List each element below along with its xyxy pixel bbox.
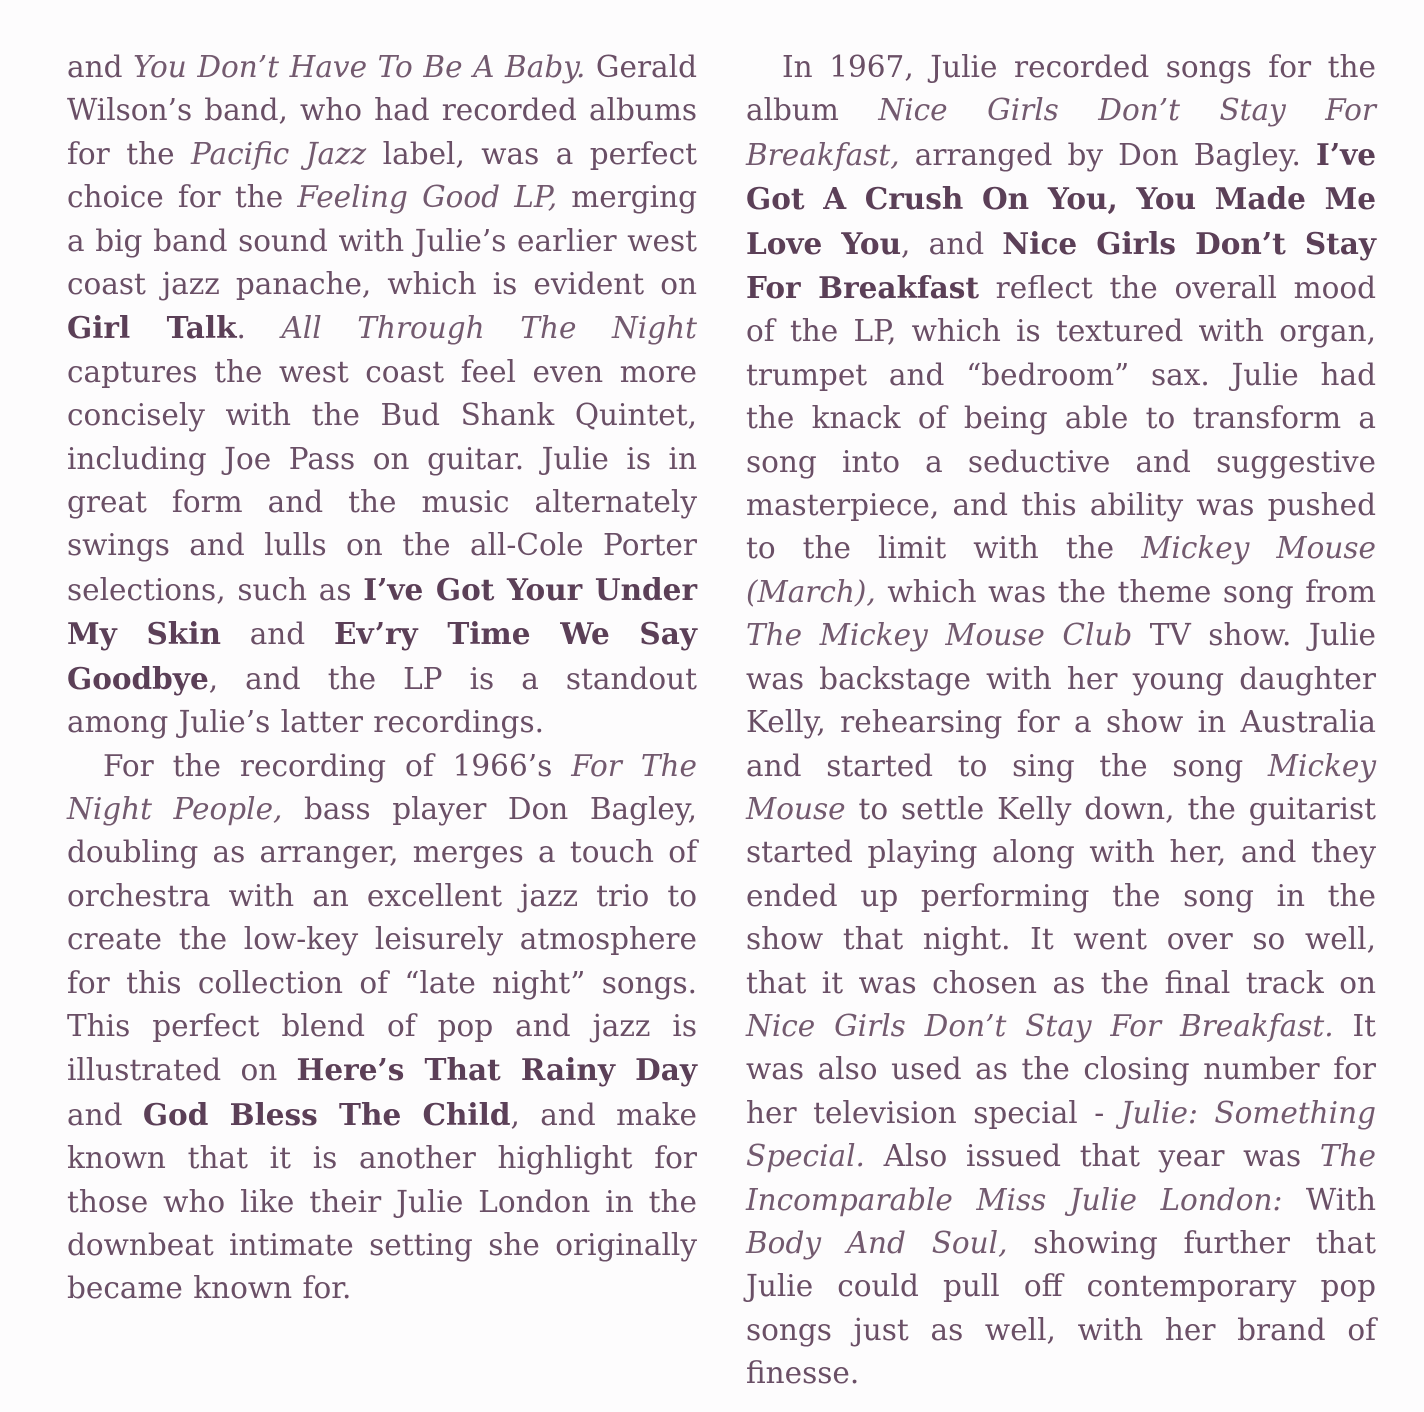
album-title-text: Nice Girls Don’t Stay For Breakfast. — [746, 1008, 1334, 1043]
body-text: With — [1282, 1182, 1377, 1217]
song-title-text: Nice Girls Don’t Stay For Breakfast — [746, 225, 1377, 306]
body-text: which was the theme song from — [875, 574, 1376, 609]
right-column — [746, 46, 1376, 1396]
body-text: Gerald Wilson’s band, who had recorded albums for the — [67, 50, 697, 171]
body-text: showing further that Julie could pull off contemporary pop songs just as well, with her brand of finesse. — [746, 1225, 1376, 1391]
album-title-text: The Incomparable Miss Julie London: — [746, 1139, 1376, 1217]
song-title-text: I’ve Got A Crush On You, You Made Me Love You — [746, 136, 1376, 261]
body-text: , and make known that it is another highlight for those who like their Julie London in the downbeat intimate setting she originally became known for. — [67, 1097, 697, 1306]
body-text: label, was a perfect choice for the — [67, 136, 697, 215]
body-text: . — [236, 311, 282, 346]
album-title-text: The Mickey Mouse Club — [746, 618, 1133, 653]
album-title-text: Mickey Mouse (March), — [746, 531, 1376, 609]
left-column — [67, 46, 697, 1311]
body-text: In 1967, Julie recorded songs for the album — [746, 50, 1376, 128]
song-title-text: God Bless The Child — [142, 1096, 511, 1132]
paragraph — [67, 745, 697, 1311]
body-text: arranged by Don Bagley. — [899, 137, 1317, 172]
album-title-text: Julie: Something Special. — [746, 1095, 1377, 1174]
song-title-text: I’ve Got Your Under My Skin — [67, 571, 697, 652]
body-text: , and the LP is a standout among Julie’s latter recordings. — [67, 661, 697, 740]
body-text: and — [220, 617, 335, 652]
album-title-text: Mickey Mouse — [746, 748, 1376, 826]
body-text: and — [67, 1097, 143, 1132]
album-title-text: All Through The Night — [281, 311, 697, 346]
body-text: captures the west coast feel even more concisely with the Bud Shank Quintet, including Joe Pass on guitar. Julie is in great form and the music alternately swings and lulls on the all-Cole Porter selections, such as — [67, 354, 697, 607]
body-text: and — [67, 50, 134, 84]
song-title-text: Ev’ry Time We Say Goodbye — [67, 616, 697, 696]
body-text: , and — [901, 226, 1003, 261]
body-text: bass player Don Bagley, doubling as arranger, merges a touch of orchestra with an excellent jazz trio to create the low-key leisurely atmosphere for this collection of “late night” songs. This perfect blend of pop and jazz is illustrated on — [67, 791, 697, 1088]
album-title-text: Pacific Jazz — [191, 136, 367, 171]
song-title-text: Here’s That Rainy Day — [296, 1052, 697, 1088]
body-text: For the recording of 1966’s — [103, 748, 572, 783]
album-title-text: For The Night People, — [67, 748, 697, 826]
body-text: to settle Kelly down, the guitarist started playing along with her, and they ended up performing the song in the show that night. It went over so well, that it was chosen as the final track on — [746, 791, 1376, 1000]
paragraph — [67, 46, 697, 745]
album-title-text: Feeling Good LP, — [297, 180, 558, 215]
paragraph — [746, 46, 1376, 1396]
body-text: merging a big band sound with Julie’s earlier west coast jazz panache, which is evident on — [67, 180, 698, 302]
album-title-text: Body And Soul, — [746, 1225, 1008, 1260]
body-text: Also issued that year was — [864, 1139, 1320, 1174]
body-text: It was also used as the closing number for her television special - — [746, 1008, 1377, 1130]
body-text: TV show. Julie was backstage with her young daughter Kelly, rehearsing for a show in Australia and started to sing the song — [746, 618, 1376, 783]
album-title-text: You Don’t Have To Be A Baby. — [133, 50, 586, 84]
body-text: reflect the overall mood of the LP, which is textured with organ, trumpet and “bedroom” sax. Julie had the knack of being able to transform a song into a seductive and suggestive masterpiece, and this ability was pushed to the limit with the — [746, 271, 1376, 566]
song-title-text: Girl Talk — [67, 310, 237, 346]
album-title-text: Nice Girls Don’t Stay For Breakfast, — [746, 93, 1376, 172]
